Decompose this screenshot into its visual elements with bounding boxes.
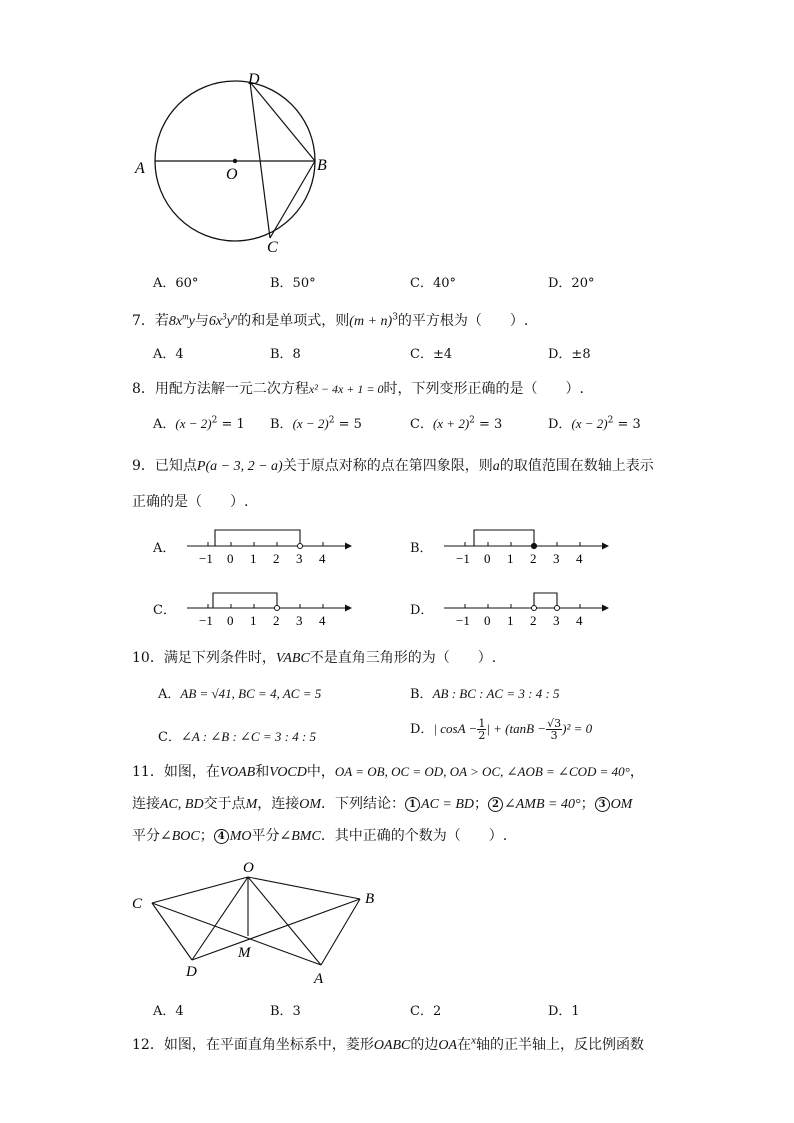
frac1-num: 1 (478, 717, 486, 730)
q6-option-d[interactable]: D．20° (548, 276, 595, 291)
q11-line3-mid: 平分 (251, 828, 280, 844)
q7-option-a[interactable]: A．4 (153, 347, 184, 362)
q8-option-b-base: (x − 2) (292, 416, 329, 431)
q8-option-d[interactable] (548, 415, 641, 434)
q10-option-d-part1: | cosA − (433, 721, 478, 736)
q10-triangle: VABC (275, 651, 310, 666)
label-b: B (365, 891, 375, 907)
tick-label-2: 2 (273, 613, 280, 628)
conclusion-2-marker: 2 (488, 797, 503, 812)
q9-var: a (492, 459, 500, 474)
q8-option-d-rhs: = 3 (613, 417, 641, 432)
q9-question-line1 (132, 456, 654, 477)
q7-mid2: 的和是单项式，则 (237, 313, 350, 329)
q8-option-c-letter: C． (410, 417, 433, 432)
arrow-head (602, 605, 609, 612)
q11-lead: 11．如图，在 (132, 764, 220, 780)
q10-option-d-part3: )² = 0 (562, 721, 593, 736)
q11-option-c[interactable]: C．2 (410, 1004, 442, 1019)
q10-option-a-letter: A． (158, 687, 181, 702)
q12-rhombus: OABC (373, 1038, 411, 1053)
q8-option-d-exp: 2 (607, 415, 614, 426)
tick-label-0: 0 (484, 551, 491, 566)
q9-option-b[interactable]: B． (410, 541, 433, 556)
q6-option-a[interactable]: A．60° (153, 276, 199, 291)
q7-option-d[interactable]: D．±8 (548, 347, 591, 362)
arrow-head (345, 543, 352, 550)
label-d: D (248, 71, 260, 88)
q7-term2-y: y (226, 314, 233, 329)
conclusion-3-marker: 3 (595, 797, 610, 812)
frac2-den: 3 (550, 729, 558, 742)
q8-option-c[interactable] (410, 415, 502, 434)
q8-option-c-base: (x + 2) (432, 416, 470, 431)
number-line-c (185, 587, 355, 631)
label-d: D (186, 964, 197, 980)
q11-tri2: VOCD (269, 765, 307, 780)
q7-option-b[interactable]: B．8 (270, 347, 301, 362)
q11-line2-mid3: ．下列结论： (321, 796, 406, 812)
q12-lead: 12．如图，在平面直角坐标系中，菱形 (132, 1037, 374, 1053)
q9-lead: 9．已知点 (132, 458, 197, 474)
seg-ob (248, 877, 360, 899)
q8-option-b-letter: B． (270, 417, 293, 432)
open-point-3 (555, 606, 560, 611)
q12-tail: 轴的正半轴上，反比例函数 (475, 1037, 644, 1053)
q11-line2-mid: 交于点 (203, 796, 246, 812)
q7-term1-exp: m (182, 311, 189, 322)
label-b: B (317, 157, 327, 174)
q11-line2-mid2: ，连接 (257, 796, 300, 812)
q10-option-d-frac1 (477, 718, 486, 741)
label-a: A (135, 160, 145, 177)
q10-option-d-part2: | + (tanB − (486, 721, 547, 736)
q8-option-a-exp: 2 (211, 415, 218, 426)
q10-option-d-letter: D． (410, 722, 434, 737)
open-point-2 (275, 606, 280, 611)
number-line-a (185, 525, 355, 569)
q10-tail: 不是直角三角形的为（ ）. (309, 650, 497, 666)
q11-line3-lead: 平分 (132, 828, 160, 844)
number-line-b (442, 525, 612, 569)
tick-label-3: 3 (553, 613, 560, 628)
q8-question (132, 379, 584, 399)
q9-mid: 关于原点对称的点在第四象限，则 (282, 458, 493, 474)
q7-expr-exp: 3 (392, 312, 398, 323)
q7-mid: 与 (194, 313, 209, 329)
tick-label-3: 3 (296, 613, 303, 628)
open-point-2 (532, 606, 537, 611)
q11-angle-boc: ∠BOC (160, 829, 200, 844)
tick-label-2: 2 (273, 551, 280, 566)
q11-conclusion-3: OM (610, 797, 633, 812)
seg-ba (321, 899, 360, 965)
open-point-3 (298, 544, 303, 549)
q7-tail: 的平方根为（ ）. (397, 313, 529, 329)
q11-comma: ， (629, 764, 644, 780)
label-a: A (314, 971, 324, 987)
q11-conclusion-4: MO (229, 829, 252, 844)
q11-question-line2 (132, 794, 632, 815)
label-c: C (132, 896, 143, 912)
q7-term1-y: y (188, 314, 195, 329)
q11-line3-tail: ．其中正确的个数为（ ）. (320, 828, 508, 844)
q11-option-b[interactable]: B．3 (270, 1004, 301, 1019)
q8-tail: 时，下列变形正确的是（ ）. (383, 381, 584, 397)
tick-label-neg1: −1 (456, 551, 470, 566)
q10-option-d-frac2 (546, 718, 562, 741)
q11-tri1: VOAB (219, 765, 256, 780)
q11-conclusion-1: AC = BD (421, 797, 475, 812)
tick-label-2: 2 (530, 613, 537, 628)
q8-option-b-rhs: = 5 (334, 417, 362, 432)
q7-term1: 8x (168, 314, 183, 329)
q8-option-d-letter: D． (548, 417, 572, 432)
q8-option-d-base: (x − 2) (571, 416, 608, 431)
tick-label-3: 3 (553, 551, 560, 566)
q8-equation: x² − 4x + 1 = 0 (308, 382, 384, 396)
tick-label-0: 0 (484, 613, 491, 628)
q8-option-a[interactable] (153, 415, 245, 434)
range-bracket (215, 530, 300, 546)
arrow-head (345, 605, 352, 612)
q10-option-c-letter: C． (158, 730, 181, 745)
label-o: O (226, 166, 238, 183)
q11-question-line3 (132, 826, 507, 847)
chord-dc (250, 82, 270, 238)
q8-option-a-rhs: = 1 (217, 417, 245, 432)
tick-label-neg1: −1 (199, 551, 213, 566)
q11-and: 和 (255, 764, 270, 780)
conclusion-4-marker: 4 (214, 829, 229, 844)
tick-label-2: 2 (530, 551, 537, 566)
q11-question-line1 (132, 762, 644, 783)
q10-option-b-letter: B． (410, 687, 433, 702)
q6-option-c[interactable]: C．40° (410, 276, 456, 291)
number-line-d (442, 587, 612, 631)
label-c: C (267, 239, 278, 256)
tick-label-0: 0 (227, 551, 234, 566)
q9-option-c[interactable]: C． (153, 603, 176, 618)
tick-label-4: 4 (576, 551, 583, 566)
q9-option-d[interactable]: D． (410, 603, 434, 618)
q10-question (132, 648, 496, 669)
q11-seg-om: OM (299, 797, 322, 812)
q8-option-b-exp: 2 (328, 415, 335, 426)
q12-mid2: 在 (457, 1037, 472, 1053)
q8-option-a-base: (x − 2) (175, 416, 212, 431)
q8-lead: 8．用配方法解一元二次方程 (132, 381, 309, 397)
triangle-figure (128, 855, 383, 990)
q11-conclusion-2: ∠AMB = 40° (504, 797, 581, 812)
frac1-den: 2 (478, 729, 486, 742)
q6-option-b[interactable]: B．50° (270, 276, 316, 291)
chord-cb (270, 161, 315, 238)
circle-figure (125, 62, 340, 262)
q11-option-a[interactable]: A．4 (153, 1004, 184, 1019)
q7-term2-yexp: n (232, 311, 238, 322)
q9-option-a[interactable]: A． (153, 541, 176, 556)
q11-sep-1: ； (474, 796, 489, 812)
tick-label-neg1: −1 (199, 613, 213, 628)
q11-sep-2: ； (580, 796, 595, 812)
label-o: O (243, 860, 254, 876)
q10-option-a-text: AB = √41, BC = 4, AC = 5 (180, 686, 322, 701)
q11-condition: OA = OB, OC = OD, OA > OC, ∠AOB = ∠COD = 40° (334, 764, 630, 779)
q7-option-c[interactable]: C．±4 (410, 347, 453, 362)
tick-label-4: 4 (319, 613, 326, 628)
q7-expr: (m + n) (349, 314, 393, 329)
q11-line2-lead: 连接 (132, 796, 160, 812)
q12-question (132, 1035, 644, 1056)
q10-option-c-text: ∠A : ∠B : ∠C = 3 : 4 : 5 (180, 729, 317, 744)
q8-option-c-exp: 2 (469, 415, 475, 426)
range-bracket (474, 530, 534, 546)
q7-term2-exp: 3 (222, 311, 227, 322)
q10-option-d[interactable] (410, 718, 592, 741)
q11-angle-bmc: ∠BMC (279, 829, 321, 844)
q10-option-a[interactable] (158, 685, 321, 704)
q12-seg: OA (438, 1038, 458, 1053)
q10-lead: 10．满足下列条件时， (132, 650, 276, 666)
center-dot (233, 159, 237, 163)
range-bracket (534, 593, 557, 605)
tick-label-1: 1 (507, 551, 514, 566)
range-bracket (213, 593, 277, 608)
tick-label-1: 1 (507, 613, 514, 628)
q11-option-d[interactable]: D．1 (548, 1004, 580, 1019)
q11-point-m: M (245, 797, 258, 812)
arrow-head (602, 543, 609, 550)
q12-axis: x (471, 1034, 476, 1047)
tick-label-1: 1 (250, 551, 257, 566)
q7-question (132, 311, 528, 332)
label-m: M (238, 945, 251, 961)
q8-option-a-letter: A． (153, 417, 176, 432)
seg-db (192, 899, 360, 960)
q11-sep-3: ； (199, 828, 214, 844)
q10-option-b[interactable] (410, 685, 560, 704)
q10-option-c[interactable] (158, 728, 316, 747)
conclusion-1-marker: 1 (405, 797, 420, 812)
q11-zhong: 中， (306, 764, 335, 780)
q11-segments: AC, BD (160, 797, 204, 812)
q7-lead: 7．若 (132, 313, 169, 329)
q9-tail: 的取值范围在数轴上表示 (499, 458, 654, 474)
q10-option-b-text: AB : BC : AC = 3 : 4 : 5 (432, 686, 560, 701)
closed-point-2 (531, 543, 536, 548)
q7-term2: 6x (208, 314, 223, 329)
q9-point: P(a − 3, 2 − a) (196, 459, 283, 474)
q8-option-c-rhs: = 3 (474, 417, 503, 432)
q8-option-b[interactable] (270, 415, 362, 434)
tick-label-4: 4 (576, 613, 583, 628)
q9-question-line2: 正确的是（ ）. (132, 494, 249, 510)
seg-cd (152, 903, 192, 960)
tick-label-neg1: −1 (456, 613, 470, 628)
q12-mid: 的边 (410, 1037, 439, 1053)
frac2-num: √3 (547, 717, 562, 730)
tick-label-4: 4 (319, 551, 326, 566)
tick-label-3: 3 (296, 551, 303, 566)
tick-label-1: 1 (250, 613, 257, 628)
tick-label-0: 0 (227, 613, 234, 628)
